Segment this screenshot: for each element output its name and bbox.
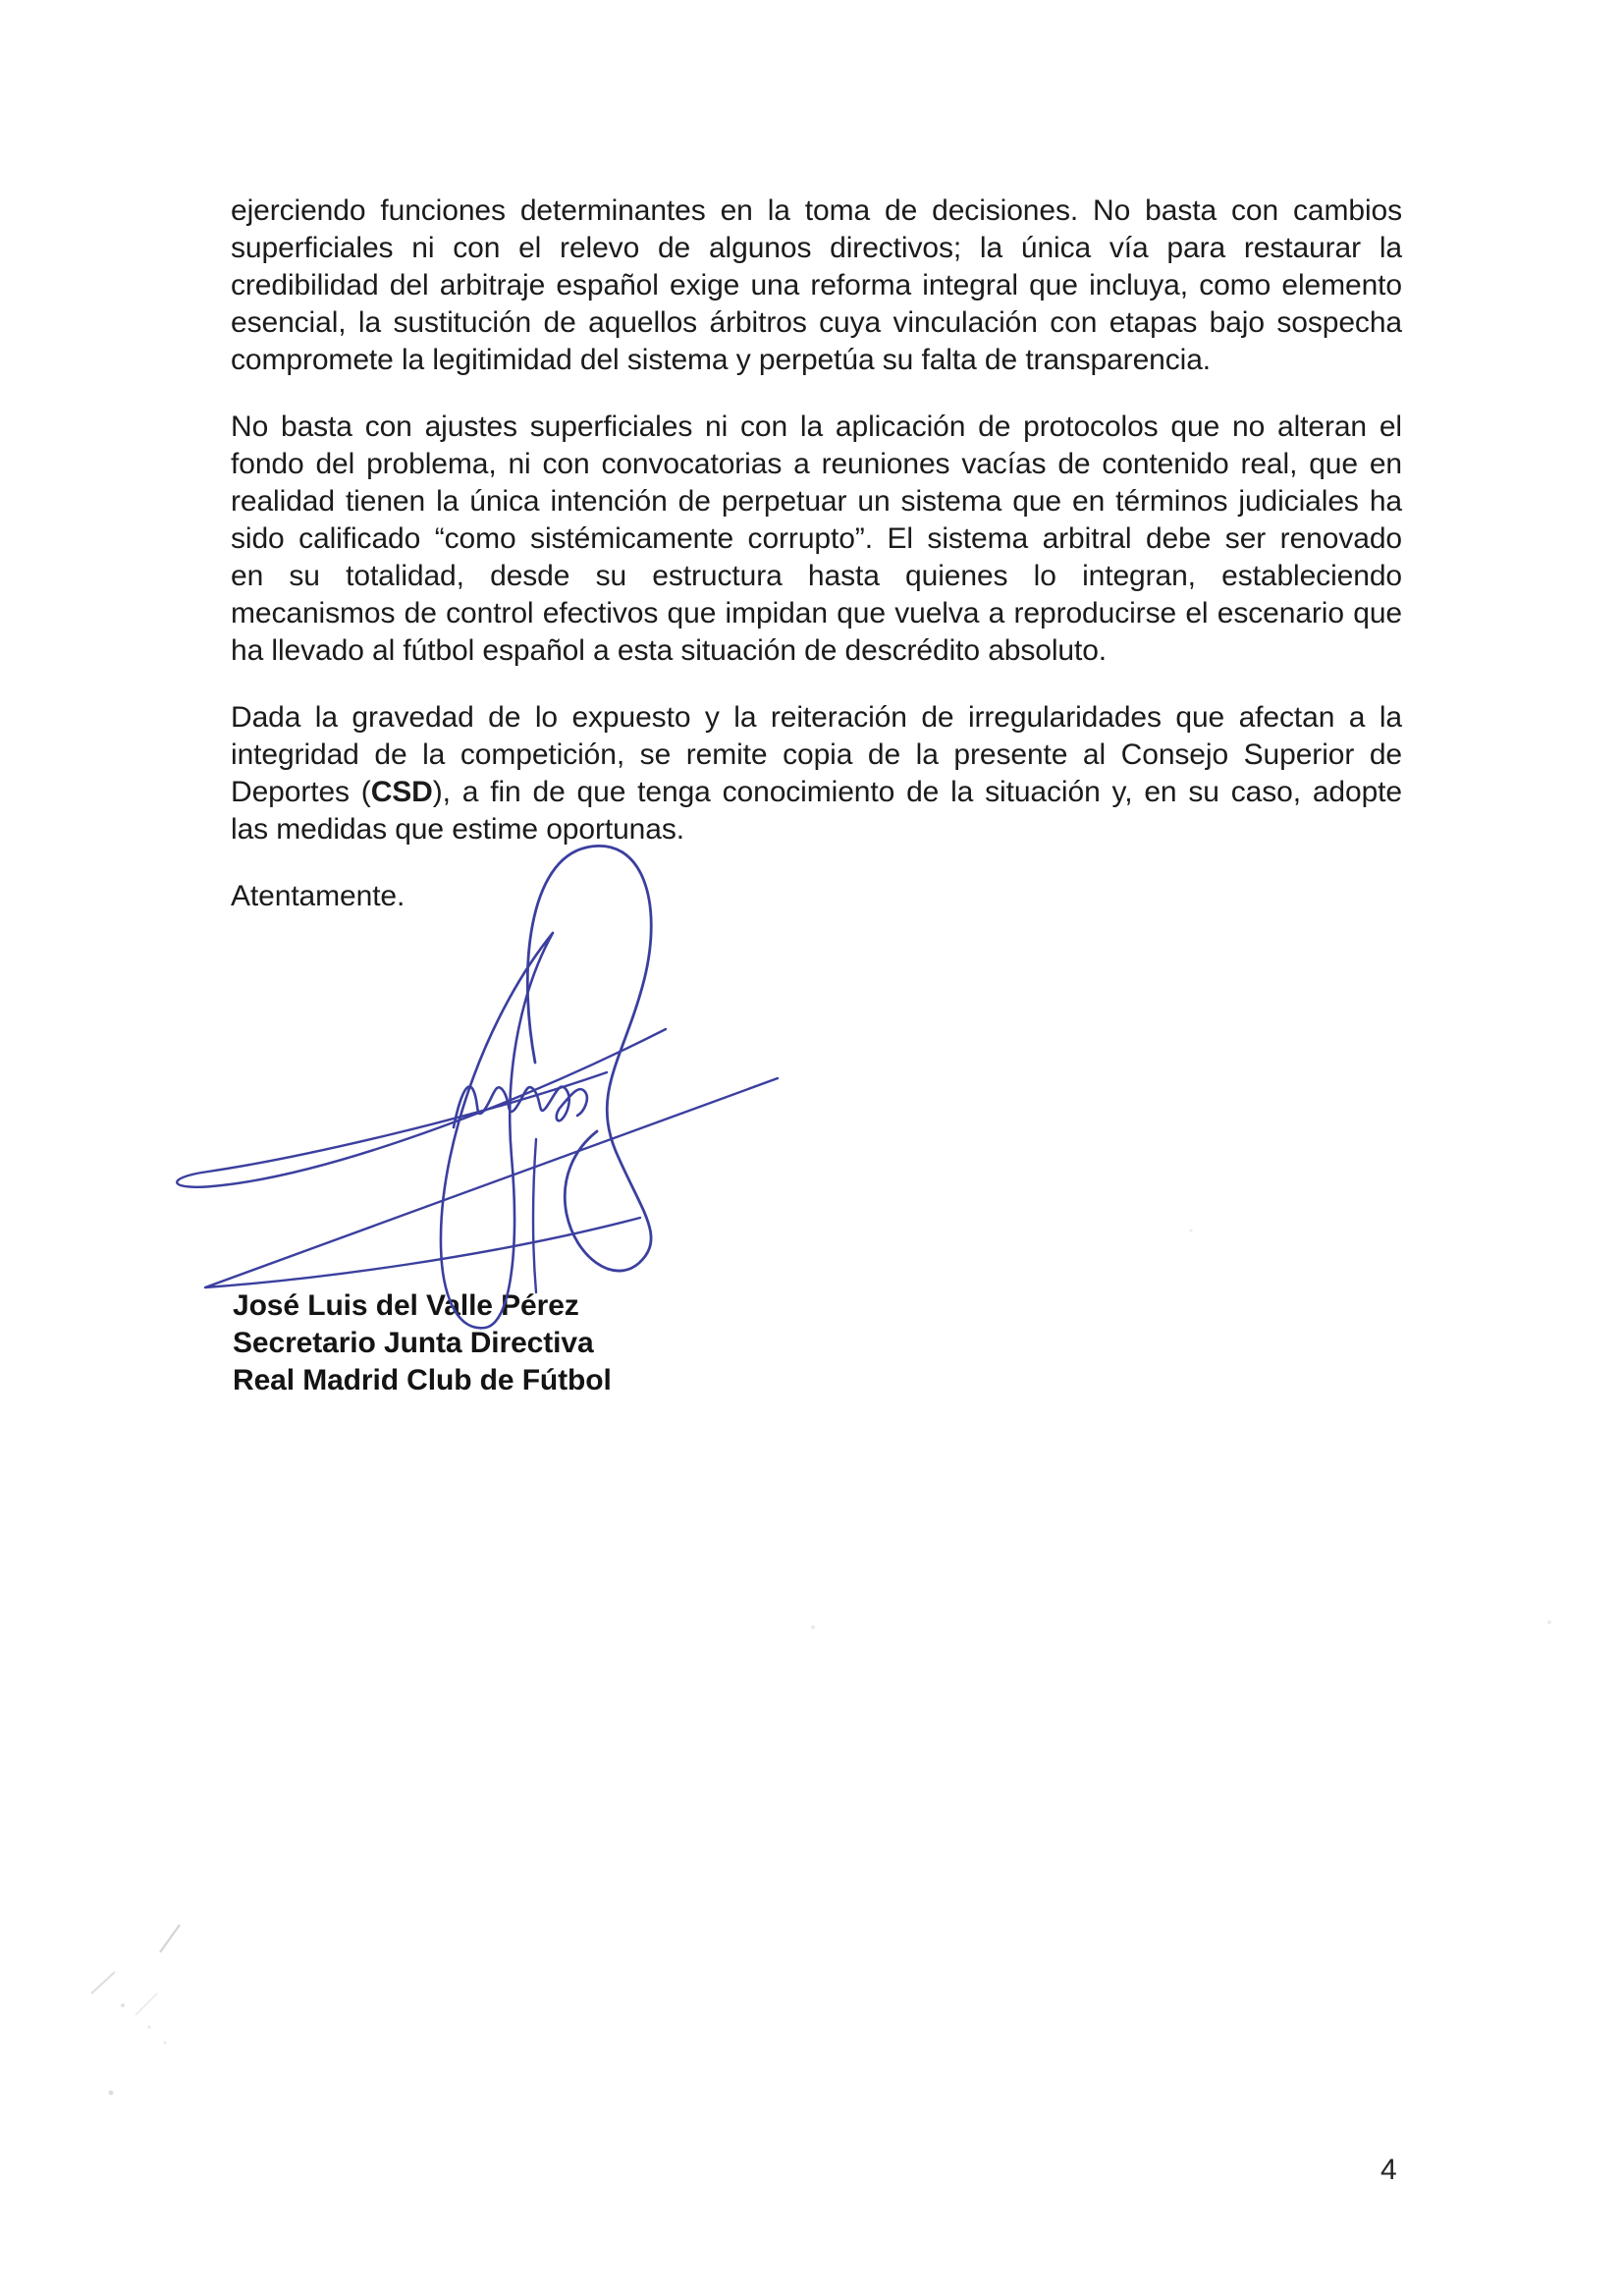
body-line: credibilidad del arbitraje español exige una reforma integral que incluya, como elemento (231, 269, 1402, 301)
body-line: las medidas que estime oportunas. (231, 813, 684, 846)
signer-organization: Real Madrid Club de Fútbol (233, 1364, 612, 1396)
body-text-segment: ), a fin de que tenga conocimiento de la situación y, en su caso, adopte (432, 776, 1402, 808)
body-line (231, 774, 1402, 811)
body-line: No basta con ajustes superficiales ni con la aplicación de protocolos que no alteran el (231, 410, 1402, 443)
body-line: integridad de la competición, se remite copia de la presente al Consejo Superior de (231, 738, 1402, 771)
signer-name: José Luis del Valle Pérez (233, 1289, 579, 1322)
body-line: superficiales ni con el relevo de algunos directivos; la única vía para restaurar la (231, 232, 1402, 264)
body-line: fondo del problema, ni con convocatorias a reuniones vacías de contenido real, que en (231, 448, 1402, 480)
page-number: 4 (1380, 2154, 1397, 2186)
csd-acronym: CSD (370, 776, 433, 808)
closing-salutation: Atentamente. (231, 880, 406, 912)
body-line: realidad tienen la única intención de perpetuar un sistema que en términos judiciales ha (231, 485, 1402, 518)
letter-body (231, 192, 1402, 915)
body-line: mecanismos de control efectivos que impidan que vuelva a reproducirse el escenario que (231, 597, 1402, 629)
signer-title: Secretario Junta Directiva (233, 1327, 594, 1359)
body-line: Dada la gravedad de lo expuesto y la reiteración de irregularidades que afectan a la (231, 701, 1402, 734)
body-line: ha llevado al fútbol español a esta situación de descrédito absoluto. (231, 634, 1108, 667)
paragraph-3 (231, 699, 1402, 848)
body-text-segment: Deportes ( (231, 776, 371, 808)
paragraph-1 (231, 192, 1402, 379)
signature-block (233, 1287, 612, 1399)
body-line: sido calificado “como sistémicamente corrupto”. El sistema arbitral debe ser renovado (231, 522, 1402, 555)
body-line: compromete la legitimidad del sistema y perpetúa su falta de transparencia. (231, 344, 1212, 376)
body-line: esencial, la sustitución de aquellos árbitros cuya vinculación con etapas bajo sospecha (231, 306, 1402, 339)
body-line: en su totalidad, desde su estructura hasta quienes lo integran, estableciendo (231, 560, 1402, 592)
paragraph-2 (231, 409, 1402, 670)
body-line: ejerciendo funciones determinantes en la toma de decisiones. No basta con cambios (231, 194, 1402, 227)
